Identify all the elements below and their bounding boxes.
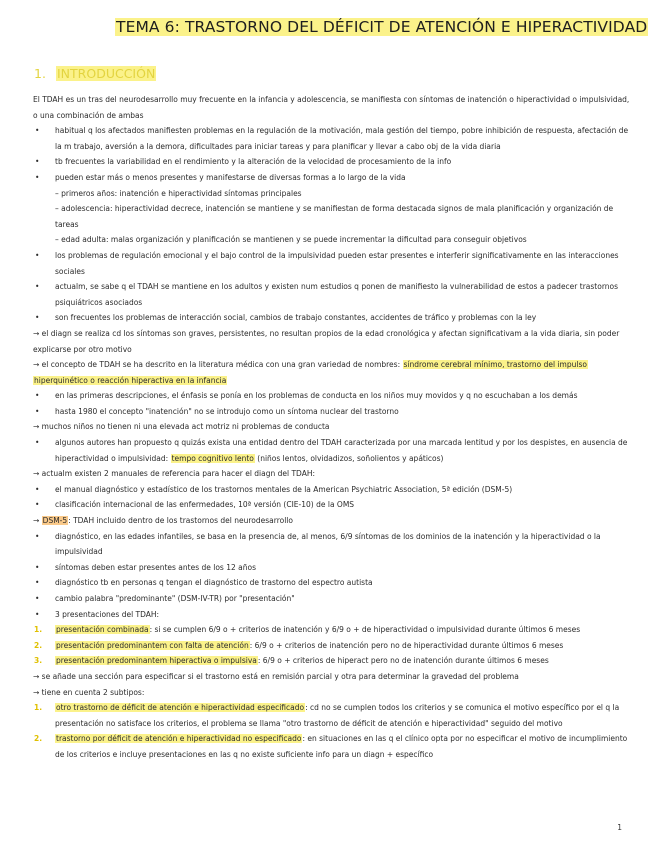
bullet-icon: • xyxy=(35,562,40,572)
bullet-item xyxy=(33,279,631,310)
highlighted-text: presentación combinada xyxy=(56,625,149,635)
text-run: actualm, se sabe q el TDAH se mantiene en los adultos y existen num estudios q ponen de manifiesto la vulnerabilidad de estos a padecer trastornos psiquiátricos asociados xyxy=(55,282,619,307)
bullet-icon: • xyxy=(35,609,40,619)
bullet-icon: • xyxy=(35,406,40,416)
bullet-icon: • xyxy=(35,578,40,588)
section-number: 1. xyxy=(34,66,46,81)
text-run: El TDAH es un tras del neurodesarrollo muy frecuente en la infancia y adolescencia, se manifiesta con síntomas de inatención o hiperactividad o impulsividad, o una combinación de ambas xyxy=(33,95,630,120)
item-number: 2. xyxy=(34,640,43,650)
text-run: el manual diagnóstico y estadístico de los trastornos mentales de la American Psychiatric Association, 5ª edición (DSM-5) xyxy=(55,484,513,494)
text-run: : cd no se cumplen todos los criterios y se comunica el motivo específico por el q la presentación no satisface los criterios, el problema se llama "otro trastorno de déficit de atención e hiperactividad" seguido del motivo xyxy=(55,703,620,728)
numbered-item xyxy=(33,700,631,731)
text-run: diagnóstico, en las edades infantiles, se basa en la presencia de, al menos, 6/9 síntomas de los dominios de la inatención y la hiperactividad o la impulsividad xyxy=(55,531,601,557)
numbered-item xyxy=(33,638,631,654)
bullet-icon: • xyxy=(35,594,40,603)
text-run: → se añade una sección para especificar si el trastorno está en remisión parcial y otra para determinar la gravedad del problema xyxy=(33,671,519,681)
text-run: : 6/9 o + criterios de hiperact pero no de inatención durante últimos 6 meses xyxy=(257,656,549,666)
text-run: clasificación internacional de las enfermedades, 10ª versión (CIE-10) de la OMS xyxy=(55,500,355,510)
paragraph xyxy=(33,92,631,123)
bullet-item xyxy=(33,560,631,576)
paragraph xyxy=(33,466,631,482)
text-run: son frecuentes los problemas de interacción social, cambios de trabajo constantes, accidentes de tráfico y problemas con la ley xyxy=(55,313,537,323)
item-number: 2. xyxy=(34,734,43,744)
highlighted-text: DSM-5 xyxy=(42,516,68,526)
bullet-item xyxy=(33,154,631,170)
text-run: – adolescencia: hiperactividad decrece, inatención se mantiene y se manifiestan de forma destacada signos de mala planificación y organización de tareas xyxy=(55,204,614,229)
bullet-icon: • xyxy=(35,172,40,182)
text-run: : 6/9 o + criterios de inatención pero no de hiperactividad durante últimos 6 meses xyxy=(249,640,564,650)
bullet-icon: • xyxy=(35,282,40,292)
bullet-item xyxy=(33,170,631,186)
bullet-icon: • xyxy=(35,438,40,448)
bullet-item xyxy=(33,482,631,498)
numbered-item xyxy=(33,653,631,669)
bullet-icon: • xyxy=(35,500,40,510)
bullet-item xyxy=(33,497,631,513)
bullet-icon: • xyxy=(35,391,40,401)
section-label: INTRODUCCIÓN xyxy=(57,66,156,81)
highlighted-text: presentación predominantem con falta de atención xyxy=(56,640,249,650)
paragraph xyxy=(33,419,631,435)
text-run: en las primeras descripciones, el énfasis se ponía en los problemas de conducta en los niños muy movidos y q no escuchaban a los demás xyxy=(55,391,578,401)
text-run: síntomas deben estar presentes antes de los 12 años xyxy=(55,562,256,572)
paragraph xyxy=(33,685,631,701)
bullet-item xyxy=(33,310,631,326)
bullet-item xyxy=(33,123,631,154)
highlighted-text: trastorno por déficit de atención e hiperactividad no especificado xyxy=(56,734,302,744)
text-run: → muchos niños no tienen ni una elevada act motriz ni problemas de conducta xyxy=(33,422,330,432)
bullet-item xyxy=(33,591,631,607)
item-number: 1. xyxy=(34,625,43,635)
text-run: pueden estar más o menos presentes y manifestarse de diversas formas a lo largo de la vida xyxy=(55,172,406,182)
bullet-icon: • xyxy=(35,250,40,260)
text-run: hasta 1980 el concepto "inatención" no se introdujo como un síntoma nuclear del trastorno xyxy=(55,406,399,416)
page-title-text: TEMA 6: TRASTORNO DEL DÉFICIT DE ATENCIÓN E HIPERACTIVIDAD xyxy=(116,18,648,36)
numbered-item xyxy=(33,622,631,638)
text-run: : si se cumplen 6/9 o + criterios de inatención y 6/9 o + de hiperactividad o impulsividad durante últimos 6 meses xyxy=(149,625,581,635)
text-run: → tiene en cuenta 2 subtipos: xyxy=(33,687,145,697)
text-run: → el concepto de TDAH se ha descrito en la literatura médica con una gran variedad de nombres: xyxy=(33,360,403,370)
numbered-item xyxy=(33,731,631,762)
text-run: diagnóstico tb en personas q tengan el diagnóstico de trastorno del espectro autista xyxy=(55,578,373,588)
page-number: 1 xyxy=(617,823,622,832)
highlighted-text: tempo cognitivo lento xyxy=(171,453,254,463)
text-run: → el diagn se realiza cd los síntomas son graves, persistentes, no resultan propios de la edad cronológica y afectan significativam a la vida diaria, sin poder explicarse por otro motivo xyxy=(33,328,620,354)
highlighted-text: otro trastorno de déficit de atención e hiperactividad especificado xyxy=(56,703,305,713)
page-title xyxy=(115,18,648,36)
paragraph xyxy=(33,513,631,529)
item-number: 1. xyxy=(34,703,43,713)
text-run: – primeros años: inatención e hiperactividad síntomas principales xyxy=(55,188,302,198)
text-run: – edad adulta: malas organización y planificación se mantienen y se puede incrementar la dificultad para conseguir objetivos xyxy=(55,235,527,245)
text-run: algunos autores han propuesto q quizás exista una entidad dentro del TDAH caracterizada por una marcada lentitud y por los despistes, en ausencia de hiperactividad o impulsividad: xyxy=(55,438,628,463)
section-heading xyxy=(34,66,156,81)
item-number: 3. xyxy=(34,656,43,666)
sub-item xyxy=(33,186,631,202)
bullet-icon: • xyxy=(35,313,40,323)
paragraph xyxy=(33,357,631,388)
text-run: → actualm existen 2 manuales de referencia para hacer el diagn del TDAH: xyxy=(33,469,315,479)
text-run: : en situaciones en las q el clínico opta por no especificar el motivo de incumplimiento de los criterios e incluye presentaciones en las q no existe suficiente info para un diagn + específico xyxy=(55,734,628,759)
bullet-item xyxy=(33,435,631,466)
bullet-item xyxy=(33,388,631,404)
bullet-icon: • xyxy=(35,484,40,494)
bullet-icon: • xyxy=(35,126,40,136)
paragraph xyxy=(33,326,631,357)
paragraph xyxy=(33,669,631,685)
bullet-icon: • xyxy=(35,157,40,167)
text-run: los problemas de regulación emocional y el bajo control de la impulsividad pueden estar presentes e interferir significativamente en las interacciones sociales xyxy=(55,250,619,276)
text-run: 3 presentaciones del TDAH: xyxy=(55,609,160,619)
text-run: : TDAH incluido dentro de los trastornos del neurodesarrollo xyxy=(68,516,293,526)
text-run: habitual q los afectados manifiesten problemas en la regulación de la motivación, mala gestión del tiempo, pobre inhibición de respuesta, afectación de la m trabajo, aversión a la demora, dificultades para iniciar tareas y para planificar y llevar a cabo obj de la vida diaria xyxy=(55,126,629,151)
bullet-item xyxy=(33,404,631,420)
highlighted-text: presentación predominantem hiperactiva o impulsiva xyxy=(56,656,257,666)
sub-item xyxy=(33,232,631,248)
highlighted-text: síndrome cerebral mínimo, trastorno del impulso hiperquinético o reacción hiperactiva en la infancia xyxy=(34,360,587,385)
text-run: tb frecuentes la variabilidad en el rendimiento y la alteración de la velocidad de procesamiento de la info xyxy=(55,157,452,167)
bullet-item xyxy=(33,529,631,560)
text-run: cambio palabra "predominante" (DSM-IV-TR) por "presentación" xyxy=(55,594,295,603)
text-run: (niños lentos, olvidadizos, soñolientos y apáticos) xyxy=(254,453,444,463)
sub-item xyxy=(33,201,631,232)
bullet-item xyxy=(33,248,631,279)
bullet-item xyxy=(33,607,631,623)
document-body xyxy=(33,92,631,763)
bullet-icon: • xyxy=(35,531,40,541)
bullet-item xyxy=(33,575,631,591)
text-run: → xyxy=(33,516,42,526)
